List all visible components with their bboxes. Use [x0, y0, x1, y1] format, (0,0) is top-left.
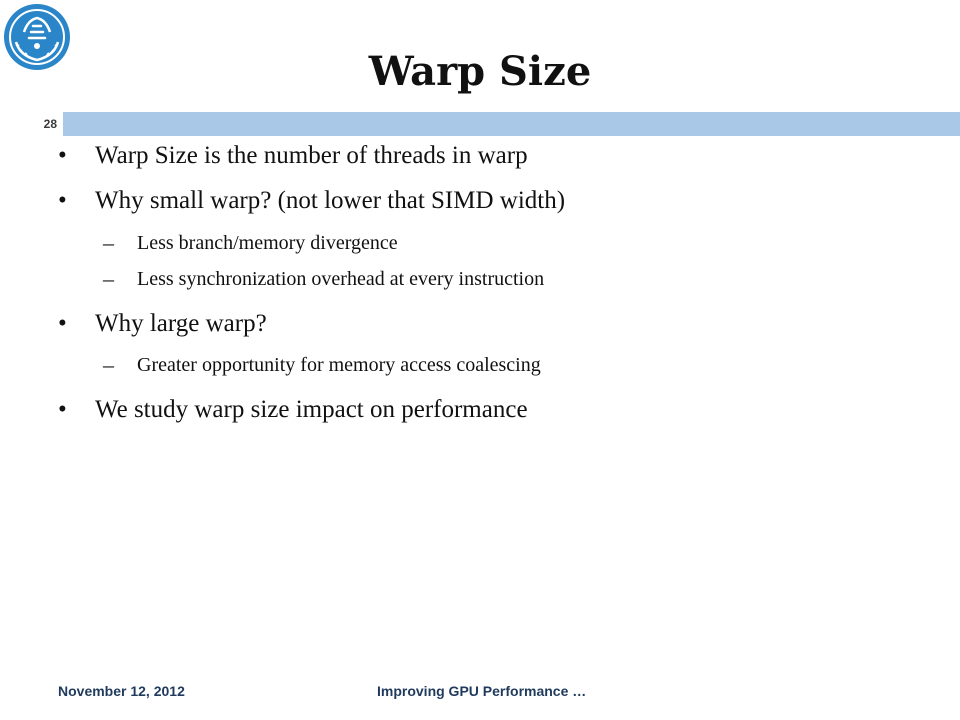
- sub-bullet-marker: –: [103, 230, 114, 255]
- footer-date: November 12, 2012: [58, 683, 185, 699]
- slide-number-box: [0, 112, 59, 136]
- bullet-text: We study warp size impact on performance: [95, 396, 528, 423]
- sub-bullet-text: Greater opportunity for memory access coalescing: [137, 354, 541, 376]
- sub-bullet-text: Less synchronization overhead at every instruction: [137, 268, 545, 290]
- slide-title: Warp Size: [368, 48, 592, 95]
- bullet-marker: •: [58, 187, 67, 214]
- sub-bullet-marker: –: [103, 352, 114, 377]
- slide-number: 28: [43, 117, 57, 131]
- sub-bullet-text: Less branch/memory divergence: [137, 232, 398, 254]
- bullet-marker: •: [58, 142, 67, 169]
- bullet-marker: •: [58, 310, 67, 337]
- accent-bar: [63, 112, 960, 136]
- bullet-text: Warp Size is the number of threads in warp: [95, 142, 528, 169]
- footer-title: Improving GPU Performance …: [377, 683, 587, 699]
- sub-bullet-marker: –: [103, 266, 114, 291]
- bullet-text: Why small warp? (not lower that SIMD width): [95, 187, 566, 214]
- bullet-marker: •: [58, 396, 67, 423]
- bullet-text: Why large warp?: [95, 310, 267, 337]
